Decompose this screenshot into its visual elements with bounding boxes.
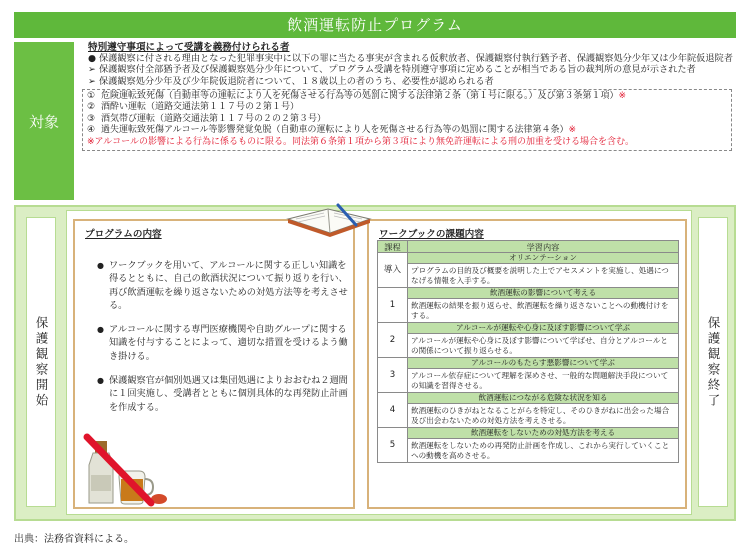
- course-desc: 飲酒運転のひきがねとなることがらを特定し、そのひきがねに出会った場合及び出会わないための対処方法を考えさせる。: [408, 404, 679, 428]
- crime-item: [87, 102, 727, 114]
- course-heading: 飲酒運転をしないための対処方法を考える: [408, 428, 679, 439]
- crime-number: ④: [87, 125, 96, 136]
- col-content: 学習内容: [408, 241, 679, 253]
- crime-item: [87, 125, 727, 137]
- no-alcohol-illustration: [81, 433, 171, 507]
- bullet-icon: ●: [97, 261, 104, 270]
- program-item-text: ワークブックを用いて、アルコールに関する正しい知識を得るとともに、自己の飲酒状況について振り返りを行い、再び飲酒運転を繰り返さないための対処方法等を考えさせる。: [109, 260, 348, 311]
- crime-desc: 酒気帯び運転（道路交通法第１１７号の２の２第３号）: [101, 113, 327, 124]
- crime-number: ①: [87, 90, 96, 101]
- course-heading: 飲酒運転の影響について考える: [408, 288, 679, 299]
- course-number: 5: [378, 428, 408, 463]
- course-desc: 飲酒運転の結果を振り返らせ、飲酒運転を繰り返さないことへの動機付けをする。: [408, 299, 679, 323]
- arrow-icon: ➢: [88, 75, 96, 87]
- workbook-table: [377, 240, 679, 463]
- course-heading: アルコールのもたらす悪影響について学ぶ: [408, 358, 679, 369]
- crime-number: ②: [87, 102, 96, 113]
- crime-number: ③: [87, 113, 96, 124]
- table-row: [378, 439, 679, 463]
- table-row: [378, 334, 679, 358]
- course-number: 導入: [378, 253, 408, 288]
- program-item: [97, 259, 349, 312]
- target-section: [78, 42, 738, 200]
- course-number: 2: [378, 323, 408, 358]
- workbook-box: [367, 219, 687, 509]
- target-item: [88, 64, 738, 75]
- probation-end-label: 保護観察終了: [698, 217, 728, 507]
- table-row: [378, 369, 679, 393]
- course-heading: アルコールが運転や心身に及ぼす影響について学ぶ: [408, 323, 679, 334]
- course-heading: オリエンテーション: [408, 253, 679, 264]
- target-item: [88, 53, 738, 64]
- program-item-text: 保護観察官が個別処遇又は集団処遇によりおおむね２週間に１回実施し、受講者とともに個別具体的な再発防止計画を作成する。: [109, 375, 348, 413]
- crime-note: ※アルコールの影響による行為に係るものに限る。同法第６条第１項から第３項により無免許運転による刑の加重を受ける場合を含む。: [87, 136, 635, 147]
- bullet-icon: ●: [97, 376, 104, 386]
- table-row: [378, 299, 679, 323]
- bullet-icon: ●: [97, 325, 104, 335]
- crime-desc: 酒酔い運転（道路交通法第１１７号の２第１号）: [101, 102, 300, 113]
- program-content-box: [73, 219, 355, 509]
- crime-note-mark: ※: [568, 125, 577, 136]
- source-note: 出典：法務省資料による。: [14, 534, 134, 545]
- course-desc: プログラムの目的及び概要を説明した上でアセスメントを実施し、処遇につなげる情報を入手する。: [408, 264, 679, 288]
- table-row: [378, 404, 679, 428]
- target-heading: 特別遵守事項によって受講を義務付けられる者: [88, 42, 290, 53]
- course-desc: アルコール依存症について理解を深めさせ、一般的な問題解決手段についての知識を習得させる。: [408, 369, 679, 393]
- table-row: [378, 264, 679, 288]
- crime-desc: 過失運転致死傷アルコール等影響発覚免脱（自動車の運転により人を死傷させる行為等の処罰に関する法律第４条）: [101, 125, 569, 136]
- program-title: プログラムの内容: [85, 229, 162, 240]
- crime-note-mark: ※: [618, 90, 627, 101]
- crime-list: [82, 89, 732, 152]
- table-row: [378, 323, 679, 334]
- probation-start-label: 保護観察開始: [26, 217, 56, 507]
- col-course: 課程: [378, 241, 408, 253]
- book-illustration: [284, 201, 374, 239]
- crime-desc: 危険運転致死傷（自動車等の運転により人を死傷させる行為等の処罰に関する法律第２条（第１号に限る。）及び第３条第１項）: [101, 90, 619, 101]
- crime-text: [101, 125, 576, 137]
- target-item-text: 保護観察に付される理由となった犯罪事実中に以下の罪に当たる事実が含まれる仮釈放者、保護観察付執行猶予者、保護観察処分少年又は少年院仮退院者: [99, 53, 733, 65]
- course-desc: 飲酒運転をしないための再発防止計画を作成し、これから実行していくことへの動機を高めさせる。: [408, 439, 679, 463]
- workbook-title: ワークブックの課題内容: [379, 229, 484, 240]
- course-desc: アルコールが運転や心身に及ぼす影響について学ばせ、自分とアルコールとの関係について振り返らせる。: [408, 334, 679, 358]
- table-row: [378, 393, 679, 404]
- table-row: [378, 358, 679, 369]
- page-title: 飲酒運転防止プログラム: [14, 12, 736, 38]
- program-item: [97, 323, 349, 363]
- target-label: 対象: [14, 42, 74, 200]
- program-list: [97, 259, 349, 425]
- course-number: 4: [378, 393, 408, 428]
- crime-item: [87, 91, 727, 103]
- mug-handle-icon: [145, 479, 153, 495]
- target-item-text: 保護観察処分少年及び少年院仮退院者について、１８歳以上の者のうち、必要性が認められる者: [99, 75, 494, 87]
- bullet-icon: ●: [88, 53, 97, 65]
- target-item: [88, 76, 738, 87]
- course-heading: 飲酒運転につながる危険な状況を知る: [408, 393, 679, 404]
- program-item-text: アルコールに関する専門医療機関や自助グループに関する知識を付与することによって、適切な措置を受けるよう働き掛ける。: [109, 324, 348, 362]
- crime-text: [101, 91, 626, 103]
- program-item: [97, 374, 349, 414]
- content-panel: [66, 210, 692, 515]
- arrow-icon: ➢: [88, 64, 96, 76]
- bottle-label-icon: [91, 475, 111, 491]
- table-header-row: [378, 241, 679, 253]
- table-row: [378, 253, 679, 264]
- crime-item: [87, 114, 727, 126]
- program-frame: [14, 205, 736, 521]
- table-row: [378, 288, 679, 299]
- table-row: [378, 428, 679, 439]
- course-number: 1: [378, 288, 408, 323]
- target-item-text: 保護観察付全部猶予者及び保護観察処分少年について、プログラム受講を特別遵守事項に定めることが相当である旨の裁判所の意見が示された者: [99, 64, 696, 76]
- course-number: 3: [378, 358, 408, 393]
